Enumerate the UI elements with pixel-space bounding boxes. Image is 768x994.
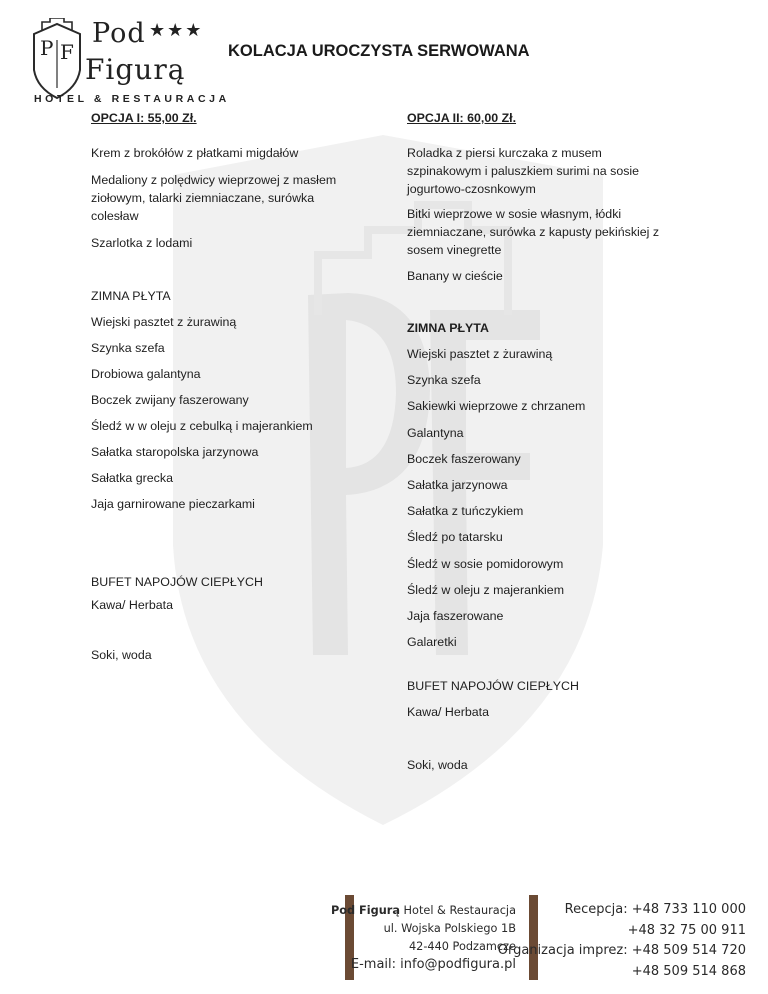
cold-plate-title-left: ZIMNA PŁYTA (91, 289, 171, 303)
logo-monogram-f: F (60, 40, 74, 64)
cold-plate-list-right (407, 345, 659, 651)
footer-street: ul. Wojska Polskiego 1B (383, 922, 516, 935)
cold-plate-item: Boczek faszerowany (407, 451, 521, 466)
cold-plate-item: Śledź w w oleju z cebulką i majerankiem (91, 419, 313, 433)
cold-plate-item: Galantyna (407, 425, 464, 440)
cold-plate-item: Sałatka staropolska jarzynowa (91, 445, 259, 459)
cold-plate-item: Śledź w oleju z majerankiem (407, 582, 565, 597)
option-two-dish1-line: szpinakowym i paluszkiem surimi na sosie (407, 164, 640, 178)
cold-plate-item: Szynka szefa (91, 341, 165, 355)
option-one-main-line: ziołowym, talarki ziemniaczane, surówka (91, 191, 315, 205)
drinks-title-left: BUFET NAPOJÓW CIEPŁYCH (91, 575, 263, 589)
option-two-dessert: Banany w cieście (407, 269, 503, 283)
cold-plate-item: Galaretki (407, 635, 457, 650)
cold-plate-item: Sałatka z tuńczykiem (407, 504, 524, 519)
footer-phones (498, 900, 746, 982)
brand-stars: ★★★ (149, 20, 204, 40)
option-one-main-line: colesław (91, 209, 139, 223)
cold-plate-item: Jaja garnirowane pieczarkami (91, 497, 255, 511)
option-two-title: OPCJA II: 60,00 Zł. (407, 111, 517, 125)
option-two-dish2-line: Bitki wieprzowe w sosie własnym, łódki (407, 207, 622, 221)
drinks-cold-right: Soki, woda (407, 758, 468, 773)
page-title: KOLACJA UROCZYSTA SERWOWANA (228, 42, 530, 60)
cold-plate-item: Wiejski pasztet z żurawiną (407, 347, 553, 361)
option-one-main-line: Medaliony z polędwicy wieprzowej z masłem (91, 173, 337, 187)
cold-plate-item: Szynka szefa (407, 373, 481, 388)
option-two-dish1-line: Roladka z piersi kurczaka z musem (407, 146, 602, 160)
footer-address (331, 902, 516, 974)
footer-hotel-name: Pod Figurą (330, 904, 400, 917)
cold-plate-item: Śledź po tatarsku (407, 530, 503, 545)
cold-plate-item: Sałatka grecka (91, 471, 173, 485)
footer-phone-line: Organizacja imprez: +48 509 514 720 (497, 943, 746, 958)
cold-plate-item: Boczek zwijany faszerowany (91, 393, 249, 407)
brand-name-top: Pod (92, 18, 146, 49)
drinks-title-right: BUFET NAPOJÓW CIEPŁYCH (407, 679, 579, 694)
drinks-hot-right: Kawa/ Herbata (407, 705, 489, 720)
option-one-dessert: Szarlotka z lodami (91, 236, 193, 250)
cold-plate-item: Sakiewki wieprzowe z chrzanem (407, 399, 586, 414)
cold-plate-item: Jaja faszerowane (407, 608, 504, 623)
brand-name-bottom: Figurą (85, 53, 186, 86)
option-one-soup: Krem z brokółów z płatkami migdałów (91, 146, 299, 160)
cold-plate-item: Sałatka jarzynowa (407, 477, 508, 492)
option-two-dish2-line: ziemniaczane, surówka z kapusty pekińskiej z (407, 225, 660, 239)
footer-phone-line: +48 32 75 00 911 (627, 922, 746, 938)
cold-plate-list-left (91, 313, 336, 513)
drinks-cold-left: Soki, woda (91, 648, 152, 662)
cold-plate-title-right: ZIMNA PŁYTA (407, 321, 489, 335)
option-two-dish1-line: jogurtowo-czosnkowym (407, 182, 536, 196)
option-one-title: OPCJA I: 55,00 Zł. (91, 111, 197, 125)
cold-plate-item: Wiejski pasztet z żurawiną (91, 315, 237, 329)
option-two-dish2-line: sosem vinegrette (407, 243, 502, 257)
cold-plate-item: Drobiowa galantyna (91, 367, 201, 381)
brand-tagline: HOTEL & RESTAURACJA (34, 93, 230, 105)
footer-phone-line: Recepcja: +48 733 110 000 (564, 902, 746, 917)
footer-phone-line: +48 509 514 868 (631, 963, 746, 979)
footer-city: 42-440 Podzamcze (408, 940, 516, 953)
logo-monogram-p: P (40, 36, 54, 60)
cold-plate-item: Śledź w sosie pomidorowym (407, 556, 564, 571)
option-two-column (407, 109, 659, 774)
footer-hotel-subtitle: Hotel & Restauracja (399, 904, 516, 917)
option-one-column (91, 109, 336, 664)
drinks-hot-left: Kawa/ Herbata (91, 598, 173, 612)
footer-email: E-mail: info@podfigura.pl (350, 957, 516, 972)
